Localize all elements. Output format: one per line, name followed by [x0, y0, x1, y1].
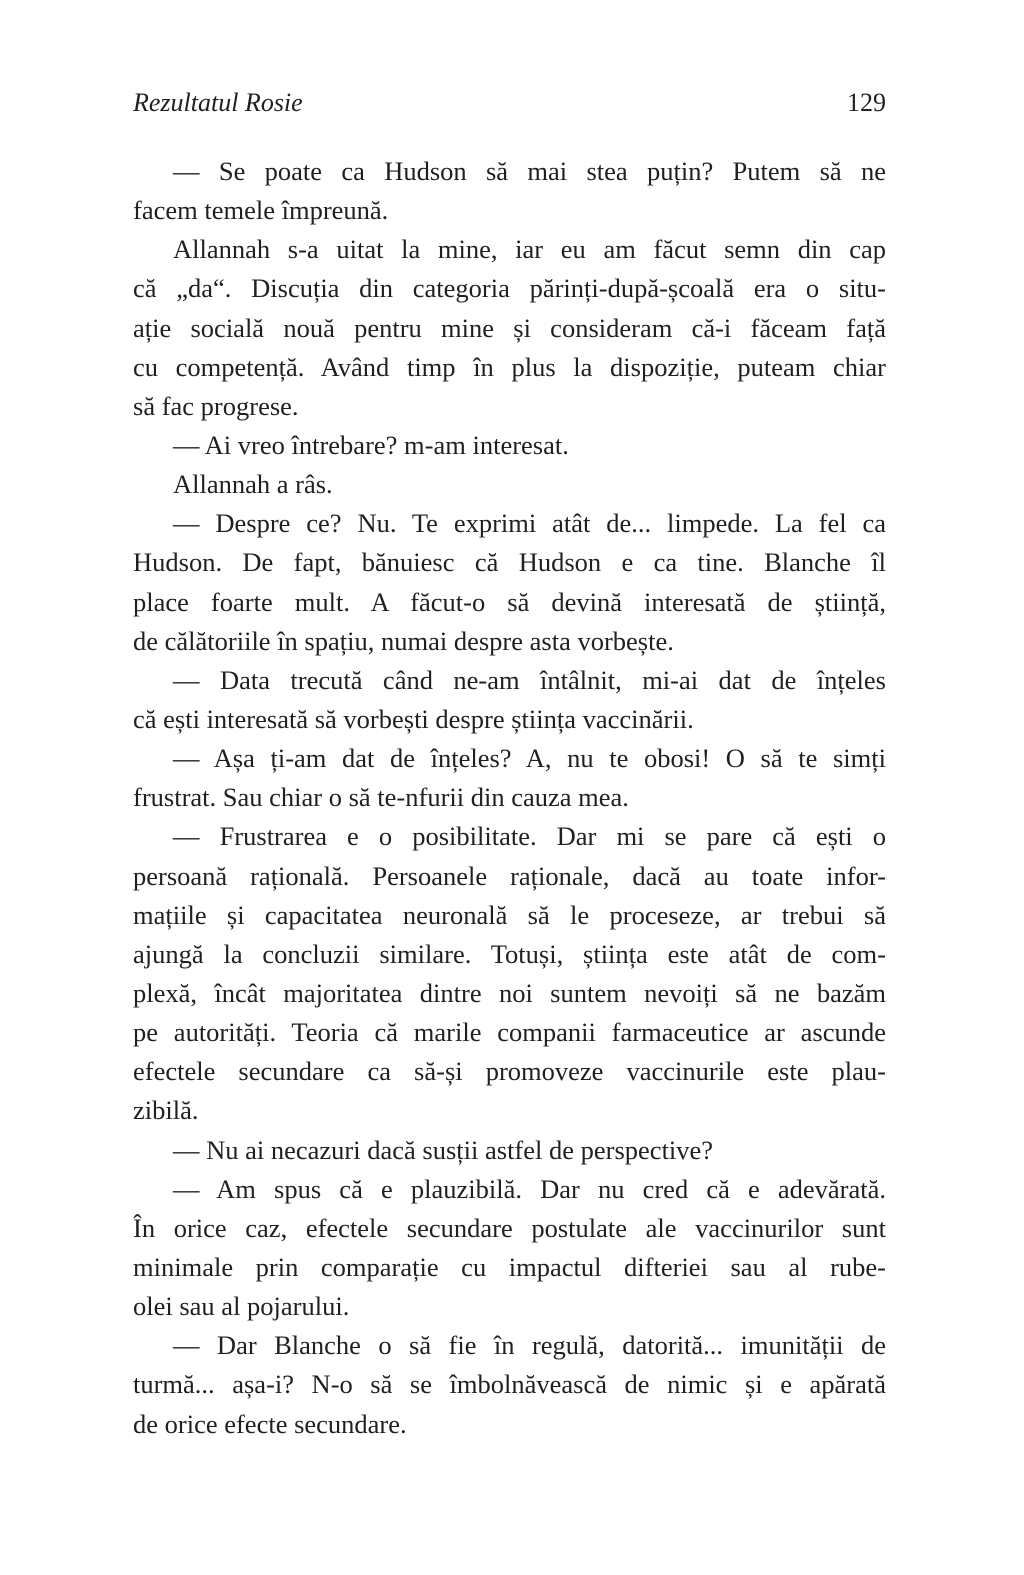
text-line: ație socială nouă pentru mine și consideram că-i făceam față — [133, 312, 886, 343]
text-line: — Frustrarea e o posibilitate. Dar mi se pare că ești o — [173, 821, 886, 852]
text-line: de călătoriile în spațiu, numai despre asta vorbește. — [133, 625, 674, 656]
text-line: persoană rațională. Persoanele raționale, dacă au toate infor- — [133, 860, 886, 891]
text-line: Allannah s-a uitat la mine, iar eu am făcut semn din cap — [173, 234, 886, 265]
text-line: — Dar Blanche o să fie în regulă, datorită... imunității de — [173, 1330, 886, 1361]
text-line: turmă... așa-i? N-o să se îmbolnăvească de nimic și e apărată — [133, 1369, 886, 1400]
running-title: Rezultatul Rosie — [133, 88, 303, 117]
text-line: efectele secundare ca să-și promoveze vaccinurile este plau- — [133, 1056, 886, 1087]
text-line: — Despre ce? Nu. Te exprimi atât de... limpede. La fel ca — [173, 508, 886, 539]
text-line: zibilă. — [133, 1095, 199, 1126]
body-text — [133, 152, 886, 1444]
text-line: Allannah a râs. — [173, 469, 333, 500]
text-line: — Nu ai necazuri dacă susții astfel de perspective? — [173, 1134, 714, 1165]
text-line: că „da“. Discuția din categoria părinți-după-școală era o situ- — [133, 273, 886, 304]
text-line: — Data trecută când ne-am întâlnit, mi-ai dat de înțeles — [173, 664, 886, 695]
text-line: plexă, încât majoritatea dintre noi suntem nevoiți să ne bazăm — [133, 977, 886, 1008]
page-number: 129 — [847, 88, 886, 117]
text-line: frustrat. Sau chiar o să te-nfurii din cauza mea. — [133, 782, 629, 813]
text-line: place foarte mult. A făcut-o să devină interesată de știință, — [133, 586, 886, 617]
text-line: să fac progrese. — [133, 390, 299, 421]
text-line: facem temele împreună. — [133, 195, 389, 226]
text-line: — Am spus că e plauzibilă. Dar nu cred că e adevărată. — [173, 1173, 886, 1204]
text-line: cu competență. Având timp în plus la dispoziție, puteam chiar — [133, 351, 886, 382]
text-line: — Se poate ca Hudson să mai stea puțin? Putem să ne — [173, 156, 886, 186]
text-line: În orice caz, efectele secundare postulate ale vaccinurilor sunt — [133, 1212, 886, 1243]
text-line: olei sau al pojarului. — [133, 1291, 350, 1322]
text-line: mațiile și capacitatea neuronală să le proceseze, ar trebui să — [133, 899, 886, 930]
text-line: — Așa ți-am dat de înțeles? A, nu te obosi! O să te simți — [173, 743, 886, 774]
text-line: pe autorități. Teoria că marile companii farmaceutice ar ascunde — [133, 1017, 886, 1048]
text-line: că ești interesată să vorbești despre știința vaccinării. — [133, 703, 694, 734]
text-line: ajungă la concluzii similare. Totuși, știința este atât de com- — [133, 938, 886, 969]
text-line: — Ai vreo întrebare? m-am interesat. — [173, 429, 569, 460]
page-header — [133, 88, 886, 128]
text-line: Hudson. De fapt, bănuiesc că Hudson e ca tine. Blanche îl — [133, 547, 886, 578]
text-line: de orice efecte secundare. — [133, 1408, 407, 1439]
text-line: minimale prin comparație cu impactul difteriei sau al rube- — [133, 1251, 886, 1282]
